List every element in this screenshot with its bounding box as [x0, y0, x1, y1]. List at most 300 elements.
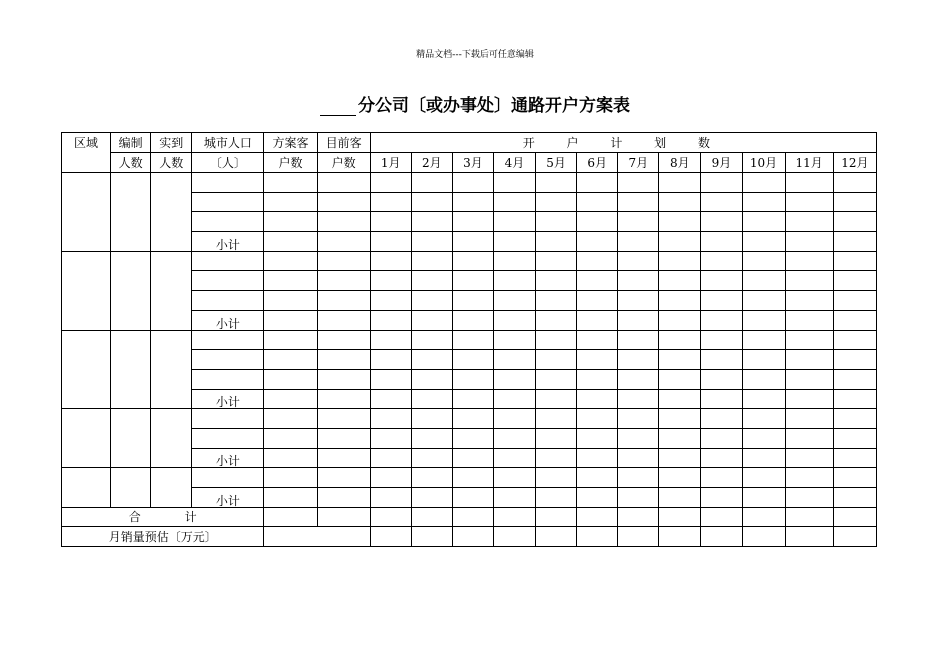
month-cell[interactable] [742, 330, 785, 350]
month-cell[interactable] [833, 232, 876, 252]
month-cell[interactable] [833, 409, 876, 429]
month-cell[interactable] [618, 428, 659, 448]
month-cell[interactable] [785, 310, 833, 330]
forecast-month-cell[interactable] [452, 527, 493, 547]
month-cell[interactable] [659, 330, 701, 350]
month-cell[interactable] [833, 488, 876, 508]
month-cell[interactable] [742, 409, 785, 429]
forecast-month-cell[interactable] [833, 527, 876, 547]
month-cell[interactable] [536, 232, 577, 252]
month-cell[interactable] [577, 192, 618, 212]
month-cell[interactable] [411, 330, 452, 350]
month-cell[interactable] [536, 173, 577, 193]
population-cell[interactable] [192, 369, 264, 389]
month-cell[interactable] [493, 192, 535, 212]
actual-cell[interactable] [151, 173, 192, 252]
month-cell[interactable] [577, 468, 618, 488]
subtotal-label[interactable]: 小计 [192, 488, 264, 508]
month-cell[interactable] [493, 350, 535, 370]
month-cell[interactable] [411, 428, 452, 448]
customer-count-cell[interactable] [317, 251, 370, 271]
month-cell[interactable] [618, 330, 659, 350]
customer-count-cell[interactable] [317, 468, 370, 488]
customer-count-cell[interactable] [317, 271, 370, 291]
month-cell[interactable] [536, 389, 577, 409]
month-cell[interactable] [452, 448, 493, 468]
month-cell[interactable] [493, 291, 535, 311]
month-cell[interactable] [659, 350, 701, 370]
month-cell[interactable] [659, 232, 701, 252]
population-cell[interactable] [192, 291, 264, 311]
month-cell[interactable] [785, 251, 833, 271]
month-cell[interactable] [833, 330, 876, 350]
customer-count-cell[interactable] [264, 488, 317, 508]
month-cell[interactable] [452, 271, 493, 291]
month-cell[interactable] [618, 271, 659, 291]
month-cell[interactable] [370, 488, 411, 508]
region-cell[interactable] [62, 468, 111, 507]
month-cell[interactable] [370, 428, 411, 448]
month-cell[interactable] [701, 468, 742, 488]
month-cell[interactable] [577, 232, 618, 252]
month-cell[interactable] [659, 409, 701, 429]
subtotal-label[interactable]: 小计 [192, 389, 264, 409]
month-cell[interactable] [536, 369, 577, 389]
month-cell[interactable] [536, 468, 577, 488]
subtotal-label[interactable]: 小计 [192, 310, 264, 330]
forecast-month-cell[interactable] [370, 527, 411, 547]
total-cell[interactable] [701, 507, 742, 527]
month-cell[interactable] [742, 310, 785, 330]
month-cell[interactable] [577, 330, 618, 350]
month-cell[interactable] [659, 212, 701, 232]
month-cell[interactable] [742, 251, 785, 271]
month-cell[interactable] [618, 448, 659, 468]
month-cell[interactable] [370, 448, 411, 468]
month-cell[interactable] [701, 488, 742, 508]
total-cell[interactable] [370, 507, 411, 527]
month-cell[interactable] [659, 271, 701, 291]
total-cell[interactable] [317, 507, 370, 527]
customer-count-cell[interactable] [264, 350, 317, 370]
staff-cell[interactable] [111, 173, 151, 252]
actual-cell[interactable] [151, 468, 192, 507]
forecast-month-cell[interactable] [411, 527, 452, 547]
month-cell[interactable] [411, 468, 452, 488]
month-cell[interactable] [370, 232, 411, 252]
month-cell[interactable] [411, 369, 452, 389]
month-cell[interactable] [833, 251, 876, 271]
month-cell[interactable] [701, 271, 742, 291]
actual-cell[interactable] [151, 330, 192, 409]
forecast-month-cell[interactable] [493, 527, 535, 547]
month-cell[interactable] [833, 212, 876, 232]
month-cell[interactable] [833, 350, 876, 370]
total-cell[interactable] [493, 507, 535, 527]
month-cell[interactable] [659, 428, 701, 448]
month-cell[interactable] [536, 192, 577, 212]
month-cell[interactable] [577, 271, 618, 291]
month-cell[interactable] [577, 448, 618, 468]
month-cell[interactable] [785, 448, 833, 468]
month-cell[interactable] [493, 488, 535, 508]
month-cell[interactable] [493, 232, 535, 252]
month-cell[interactable] [493, 330, 535, 350]
month-cell[interactable] [452, 291, 493, 311]
month-cell[interactable] [370, 330, 411, 350]
month-cell[interactable] [701, 409, 742, 429]
month-cell[interactable] [493, 310, 535, 330]
region-cell[interactable] [62, 251, 111, 330]
month-cell[interactable] [742, 212, 785, 232]
population-cell[interactable] [192, 468, 264, 488]
month-cell[interactable] [659, 251, 701, 271]
month-cell[interactable] [742, 468, 785, 488]
population-cell[interactable] [192, 173, 264, 193]
customer-count-cell[interactable] [264, 173, 317, 193]
month-cell[interactable] [452, 330, 493, 350]
month-cell[interactable] [577, 488, 618, 508]
month-cell[interactable] [618, 212, 659, 232]
customer-count-cell[interactable] [264, 330, 317, 350]
customer-count-cell[interactable] [264, 251, 317, 271]
month-cell[interactable] [493, 428, 535, 448]
month-cell[interactable] [701, 232, 742, 252]
month-cell[interactable] [577, 291, 618, 311]
month-cell[interactable] [577, 409, 618, 429]
forecast-month-cell[interactable] [785, 527, 833, 547]
total-cell[interactable] [577, 507, 618, 527]
customer-count-cell[interactable] [264, 310, 317, 330]
month-cell[interactable] [577, 251, 618, 271]
month-cell[interactable] [577, 212, 618, 232]
month-cell[interactable] [493, 468, 535, 488]
staff-cell[interactable] [111, 330, 151, 409]
customer-count-cell[interactable] [317, 409, 370, 429]
month-cell[interactable] [785, 468, 833, 488]
month-cell[interactable] [370, 350, 411, 370]
month-cell[interactable] [452, 251, 493, 271]
month-cell[interactable] [742, 232, 785, 252]
customer-count-cell[interactable] [264, 369, 317, 389]
month-cell[interactable] [742, 291, 785, 311]
customer-count-cell[interactable] [317, 330, 370, 350]
month-cell[interactable] [536, 291, 577, 311]
month-cell[interactable] [833, 468, 876, 488]
month-cell[interactable] [742, 192, 785, 212]
month-cell[interactable] [618, 409, 659, 429]
customer-count-cell[interactable] [317, 350, 370, 370]
customer-count-cell[interactable] [317, 173, 370, 193]
month-cell[interactable] [833, 428, 876, 448]
forecast-month-cell[interactable] [701, 527, 742, 547]
month-cell[interactable] [493, 409, 535, 429]
month-cell[interactable] [536, 271, 577, 291]
month-cell[interactable] [370, 173, 411, 193]
month-cell[interactable] [659, 389, 701, 409]
month-cell[interactable] [833, 271, 876, 291]
month-cell[interactable] [785, 212, 833, 232]
month-cell[interactable] [785, 369, 833, 389]
customer-count-cell[interactable] [317, 389, 370, 409]
month-cell[interactable] [536, 488, 577, 508]
month-cell[interactable] [659, 488, 701, 508]
month-cell[interactable] [536, 330, 577, 350]
customer-count-cell[interactable] [264, 212, 317, 232]
month-cell[interactable] [370, 369, 411, 389]
customer-count-cell[interactable] [264, 271, 317, 291]
month-cell[interactable] [411, 448, 452, 468]
month-cell[interactable] [493, 173, 535, 193]
month-cell[interactable] [452, 389, 493, 409]
month-cell[interactable] [411, 409, 452, 429]
month-cell[interactable] [577, 350, 618, 370]
month-cell[interactable] [411, 350, 452, 370]
month-cell[interactable] [785, 173, 833, 193]
population-cell[interactable] [192, 330, 264, 350]
month-cell[interactable] [411, 310, 452, 330]
header-actual-1: 实到 [151, 133, 192, 153]
month-cell[interactable] [577, 310, 618, 330]
region-cell[interactable] [62, 409, 111, 468]
staff-cell[interactable] [111, 468, 151, 507]
month-cell[interactable] [536, 310, 577, 330]
month-cell[interactable] [659, 468, 701, 488]
forecast-month-cell[interactable] [577, 527, 618, 547]
total-cell[interactable] [742, 507, 785, 527]
month-cell[interactable] [370, 291, 411, 311]
customer-count-cell[interactable] [264, 192, 317, 212]
region-cell[interactable] [62, 330, 111, 409]
month-cell[interactable] [618, 310, 659, 330]
actual-cell[interactable] [151, 409, 192, 468]
total-cell[interactable] [536, 507, 577, 527]
month-cell[interactable] [370, 212, 411, 232]
month-cell[interactable] [785, 291, 833, 311]
month-cell[interactable] [785, 428, 833, 448]
population-cell[interactable] [192, 251, 264, 271]
month-cell[interactable] [411, 389, 452, 409]
month-cell[interactable] [701, 251, 742, 271]
month-cell[interactable] [618, 468, 659, 488]
customer-count-cell[interactable] [317, 232, 370, 252]
month-cell[interactable] [742, 173, 785, 193]
customer-count-cell[interactable] [317, 310, 370, 330]
month-cell[interactable] [742, 389, 785, 409]
month-cell[interactable] [452, 488, 493, 508]
customer-count-cell[interactable] [264, 448, 317, 468]
month-cell[interactable] [452, 173, 493, 193]
month-cell[interactable] [742, 428, 785, 448]
forecast-month-cell[interactable] [659, 527, 701, 547]
month-cell[interactable] [452, 192, 493, 212]
month-cell[interactable] [536, 350, 577, 370]
total-cell[interactable] [411, 507, 452, 527]
month-cell[interactable] [536, 409, 577, 429]
month-cell[interactable] [370, 409, 411, 429]
customer-count-cell[interactable] [264, 468, 317, 488]
month-cell[interactable] [742, 448, 785, 468]
total-cell[interactable] [264, 507, 317, 527]
month-cell[interactable] [452, 428, 493, 448]
total-cell[interactable] [618, 507, 659, 527]
month-cell[interactable] [370, 251, 411, 271]
month-cell[interactable] [493, 212, 535, 232]
customer-count-cell[interactable] [317, 428, 370, 448]
month-cell[interactable] [659, 173, 701, 193]
total-cell[interactable] [833, 507, 876, 527]
total-cell[interactable] [659, 507, 701, 527]
customer-count-cell[interactable] [264, 232, 317, 252]
customer-count-cell[interactable] [264, 428, 317, 448]
forecast-row [62, 527, 877, 547]
month-cell[interactable] [370, 192, 411, 212]
month-cell[interactable] [618, 488, 659, 508]
customer-count-cell[interactable] [317, 212, 370, 232]
population-cell[interactable] [192, 409, 264, 429]
month-cell[interactable] [701, 330, 742, 350]
customer-count-cell[interactable] [264, 409, 317, 429]
month-cell[interactable] [785, 271, 833, 291]
month-cell[interactable] [659, 310, 701, 330]
month-cell[interactable] [452, 310, 493, 330]
month-cell[interactable] [701, 389, 742, 409]
month-cell[interactable] [452, 409, 493, 429]
month-cell[interactable] [411, 271, 452, 291]
month-cell[interactable] [701, 350, 742, 370]
month-cell[interactable] [411, 192, 452, 212]
month-cell[interactable] [618, 389, 659, 409]
forecast-month-cell[interactable] [618, 527, 659, 547]
month-cell[interactable] [701, 428, 742, 448]
month-cell[interactable] [833, 192, 876, 212]
month-cell[interactable] [618, 232, 659, 252]
month-cell[interactable] [833, 369, 876, 389]
population-cell[interactable] [192, 428, 264, 448]
month-cell[interactable] [659, 192, 701, 212]
month-cell[interactable] [411, 291, 452, 311]
month-cell[interactable] [452, 232, 493, 252]
month-cell[interactable] [833, 173, 876, 193]
customer-count-cell[interactable] [317, 291, 370, 311]
month-cell[interactable] [452, 468, 493, 488]
month-cell[interactable] [493, 448, 535, 468]
month-cell[interactable] [618, 251, 659, 271]
month-cell[interactable] [536, 251, 577, 271]
month-cell[interactable] [701, 310, 742, 330]
month-cell[interactable] [833, 291, 876, 311]
month-cell[interactable] [785, 350, 833, 370]
month-cell[interactable] [493, 369, 535, 389]
month-cell[interactable] [701, 291, 742, 311]
month-cell[interactable] [785, 488, 833, 508]
staff-cell[interactable] [111, 409, 151, 468]
total-cell[interactable] [785, 507, 833, 527]
month-cell[interactable] [618, 369, 659, 389]
month-cell[interactable] [785, 232, 833, 252]
month-cell[interactable] [370, 310, 411, 330]
month-cell[interactable] [785, 389, 833, 409]
month-cell[interactable] [785, 409, 833, 429]
month-cell[interactable] [411, 232, 452, 252]
month-cell[interactable] [370, 468, 411, 488]
population-cell[interactable] [192, 350, 264, 370]
month-cell[interactable] [785, 192, 833, 212]
month-cell[interactable] [618, 192, 659, 212]
month-cell[interactable] [742, 488, 785, 508]
customer-count-cell[interactable] [264, 291, 317, 311]
month-cell[interactable] [536, 212, 577, 232]
month-cell[interactable] [577, 389, 618, 409]
month-cell[interactable] [742, 350, 785, 370]
month-cell[interactable] [833, 310, 876, 330]
month-cell[interactable] [701, 192, 742, 212]
customer-count-cell[interactable] [264, 389, 317, 409]
forecast-month-cell[interactable] [536, 527, 577, 547]
month-cell[interactable] [618, 291, 659, 311]
month-cell[interactable] [659, 369, 701, 389]
month-cell[interactable] [452, 350, 493, 370]
month-cell[interactable] [785, 330, 833, 350]
staff-cell[interactable] [111, 251, 151, 330]
month-cell[interactable] [701, 212, 742, 232]
population-cell[interactable] [192, 192, 264, 212]
month-cell[interactable] [577, 428, 618, 448]
month-cell[interactable] [411, 488, 452, 508]
month-cell[interactable] [618, 350, 659, 370]
month-cell[interactable] [411, 212, 452, 232]
subtotal-label[interactable]: 小计 [192, 232, 264, 252]
month-cell[interactable] [833, 448, 876, 468]
month-cell[interactable] [618, 173, 659, 193]
month-cell[interactable] [701, 448, 742, 468]
month-cell[interactable] [659, 448, 701, 468]
forecast-month-cell[interactable] [742, 527, 785, 547]
total-cell[interactable] [452, 507, 493, 527]
month-cell[interactable] [577, 369, 618, 389]
month-cell[interactable] [536, 428, 577, 448]
month-cell[interactable] [370, 271, 411, 291]
customer-count-cell[interactable] [317, 192, 370, 212]
customer-count-cell[interactable] [317, 488, 370, 508]
month-cell[interactable] [411, 251, 452, 271]
month-cell[interactable] [742, 369, 785, 389]
month-cell[interactable] [452, 369, 493, 389]
total-row [62, 507, 877, 527]
subtotal-label[interactable]: 小计 [192, 448, 264, 468]
month-cell[interactable] [701, 369, 742, 389]
month-cell[interactable] [493, 389, 535, 409]
month-cell[interactable] [659, 291, 701, 311]
month-cell[interactable] [493, 271, 535, 291]
month-cell[interactable] [833, 389, 876, 409]
month-cell[interactable] [536, 448, 577, 468]
customer-count-cell[interactable] [317, 448, 370, 468]
month-cell[interactable] [452, 212, 493, 232]
region-cell[interactable] [62, 173, 111, 252]
month-cell[interactable] [493, 251, 535, 271]
month-cell[interactable] [370, 389, 411, 409]
month-cell[interactable] [701, 173, 742, 193]
population-cell[interactable] [192, 212, 264, 232]
forecast-blank-cell[interactable] [264, 527, 370, 547]
population-cell[interactable] [192, 271, 264, 291]
month-cell[interactable] [577, 173, 618, 193]
month-cell[interactable] [411, 173, 452, 193]
actual-cell[interactable] [151, 251, 192, 330]
month-cell[interactable] [742, 271, 785, 291]
customer-count-cell[interactable] [317, 369, 370, 389]
